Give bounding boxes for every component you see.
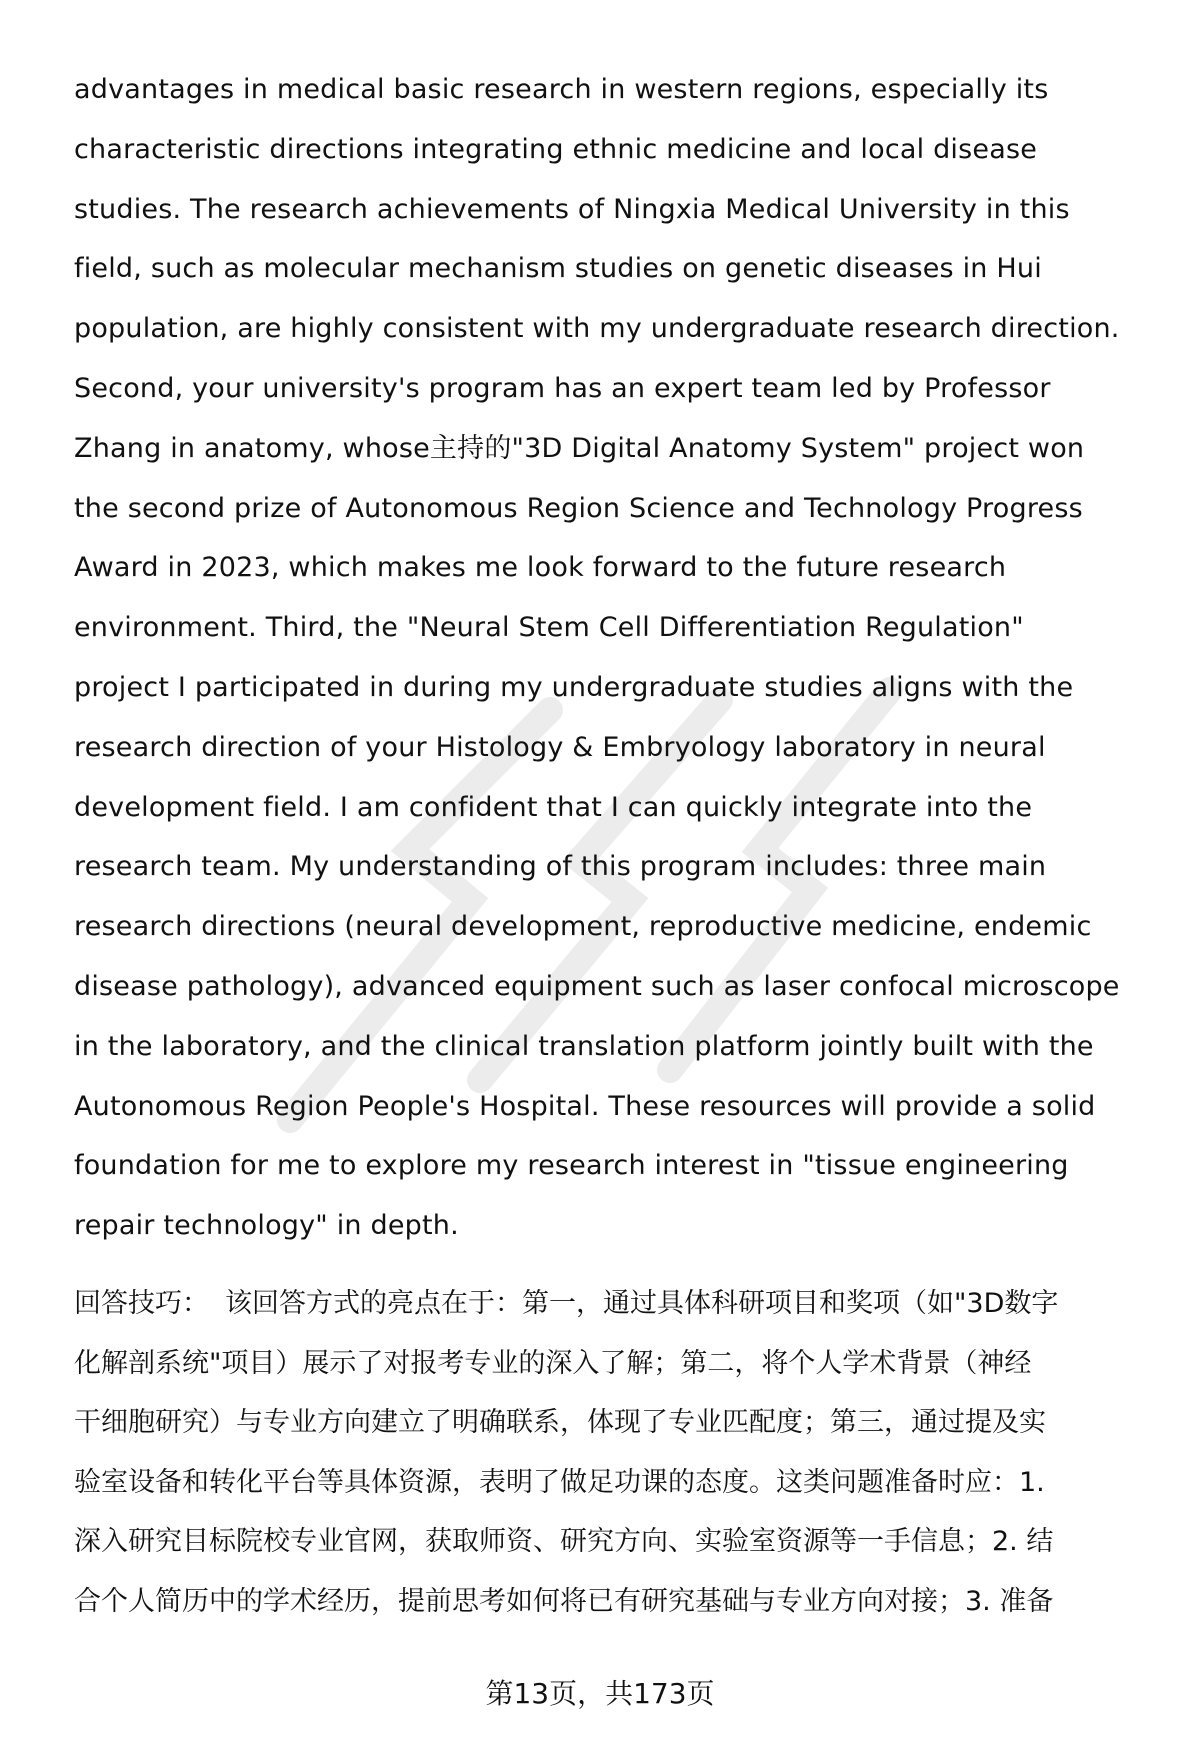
body-line: research team. My understanding of this program includes: three main [74,851,1047,883]
tips-line: 深入研究目标院校专业官网，获取师资、研究方向、实验室资源等一手信息；2. 结 [74,1526,1054,1558]
tips-line: 合个人简历中的学术经历，提前思考如何将已有研究基础与专业方向对接；3. 准备 [74,1585,1054,1617]
body-line: studies. The research achievements of Ningxia Medical University in this [74,193,1070,225]
body-line: repair technology" in depth. [74,1210,459,1242]
body-line: research direction of your Histology & Embryology laboratory in neural [74,731,1046,763]
tips-line: 该回答方式的亮点在于：第一，通过具体科研项目和奖项（如"3D数字 [225,1287,1059,1319]
body-line: field, such as molecular mechanism studies on genetic diseases in Hui [74,253,1042,285]
body-line: characteristic directions integrating ethnic medicine and local disease [74,133,1038,165]
body-line: project I participated in during my undergraduate studies aligns with the [74,671,1074,703]
body-line: Second, your university's program has an expert team led by Professor [74,372,1051,404]
body-line: Autonomous Region People's Hospital. These resources will provide a solid [74,1090,1096,1122]
body-line: advantages in medical basic research in western regions, especially its [74,74,1049,105]
body-line: development field. I am confident that I can quickly integrate into the [74,791,1033,823]
tips-label: 回答技巧： [74,1287,209,1319]
body-paragraph [74,60,1164,1256]
document-page [74,60,1164,1632]
page-number: 第13页，共173页 [485,1677,715,1710]
body-line: Zhang in anatomy, whose主持的"3D Digital Anatomy System" project won [74,432,1085,464]
tips-first-line [74,1274,1164,1334]
body-line: the second prize of Autonomous Region Science and Technology Progress [74,492,1083,524]
tips-paragraph [74,1274,1164,1632]
body-line: research directions (neural development, reproductive medicine, endemic [74,911,1092,943]
page-footer [0,1672,1200,1712]
body-line: Award in 2023, which makes me look forward to the future research [74,552,1007,584]
body-line: environment. Third, the "Neural Stem Cell Differentiation Regulation" [74,612,1024,644]
body-line: population, are highly consistent with my undergraduate research direction. [74,313,1120,345]
body-line: disease pathology), advanced equipment such as laser confocal microscope [74,970,1120,1002]
tips-line: 化解剖系统"项目）展示了对报考专业的深入了解；第二，将个人学术背景（神经 [74,1347,1032,1379]
tips-line: 干细胞研究）与专业方向建立了明确联系，体现了专业匹配度；第三，通过提及实 [74,1407,1046,1439]
tips-line: 验室设备和转化平台等具体资源，表明了做足功课的态度。这类问题准备时应：1. [74,1466,1045,1498]
body-line: foundation for me to explore my research interest in "tissue engineering [74,1150,1069,1182]
body-line: in the laboratory, and the clinical translation platform jointly built with the [74,1030,1094,1062]
